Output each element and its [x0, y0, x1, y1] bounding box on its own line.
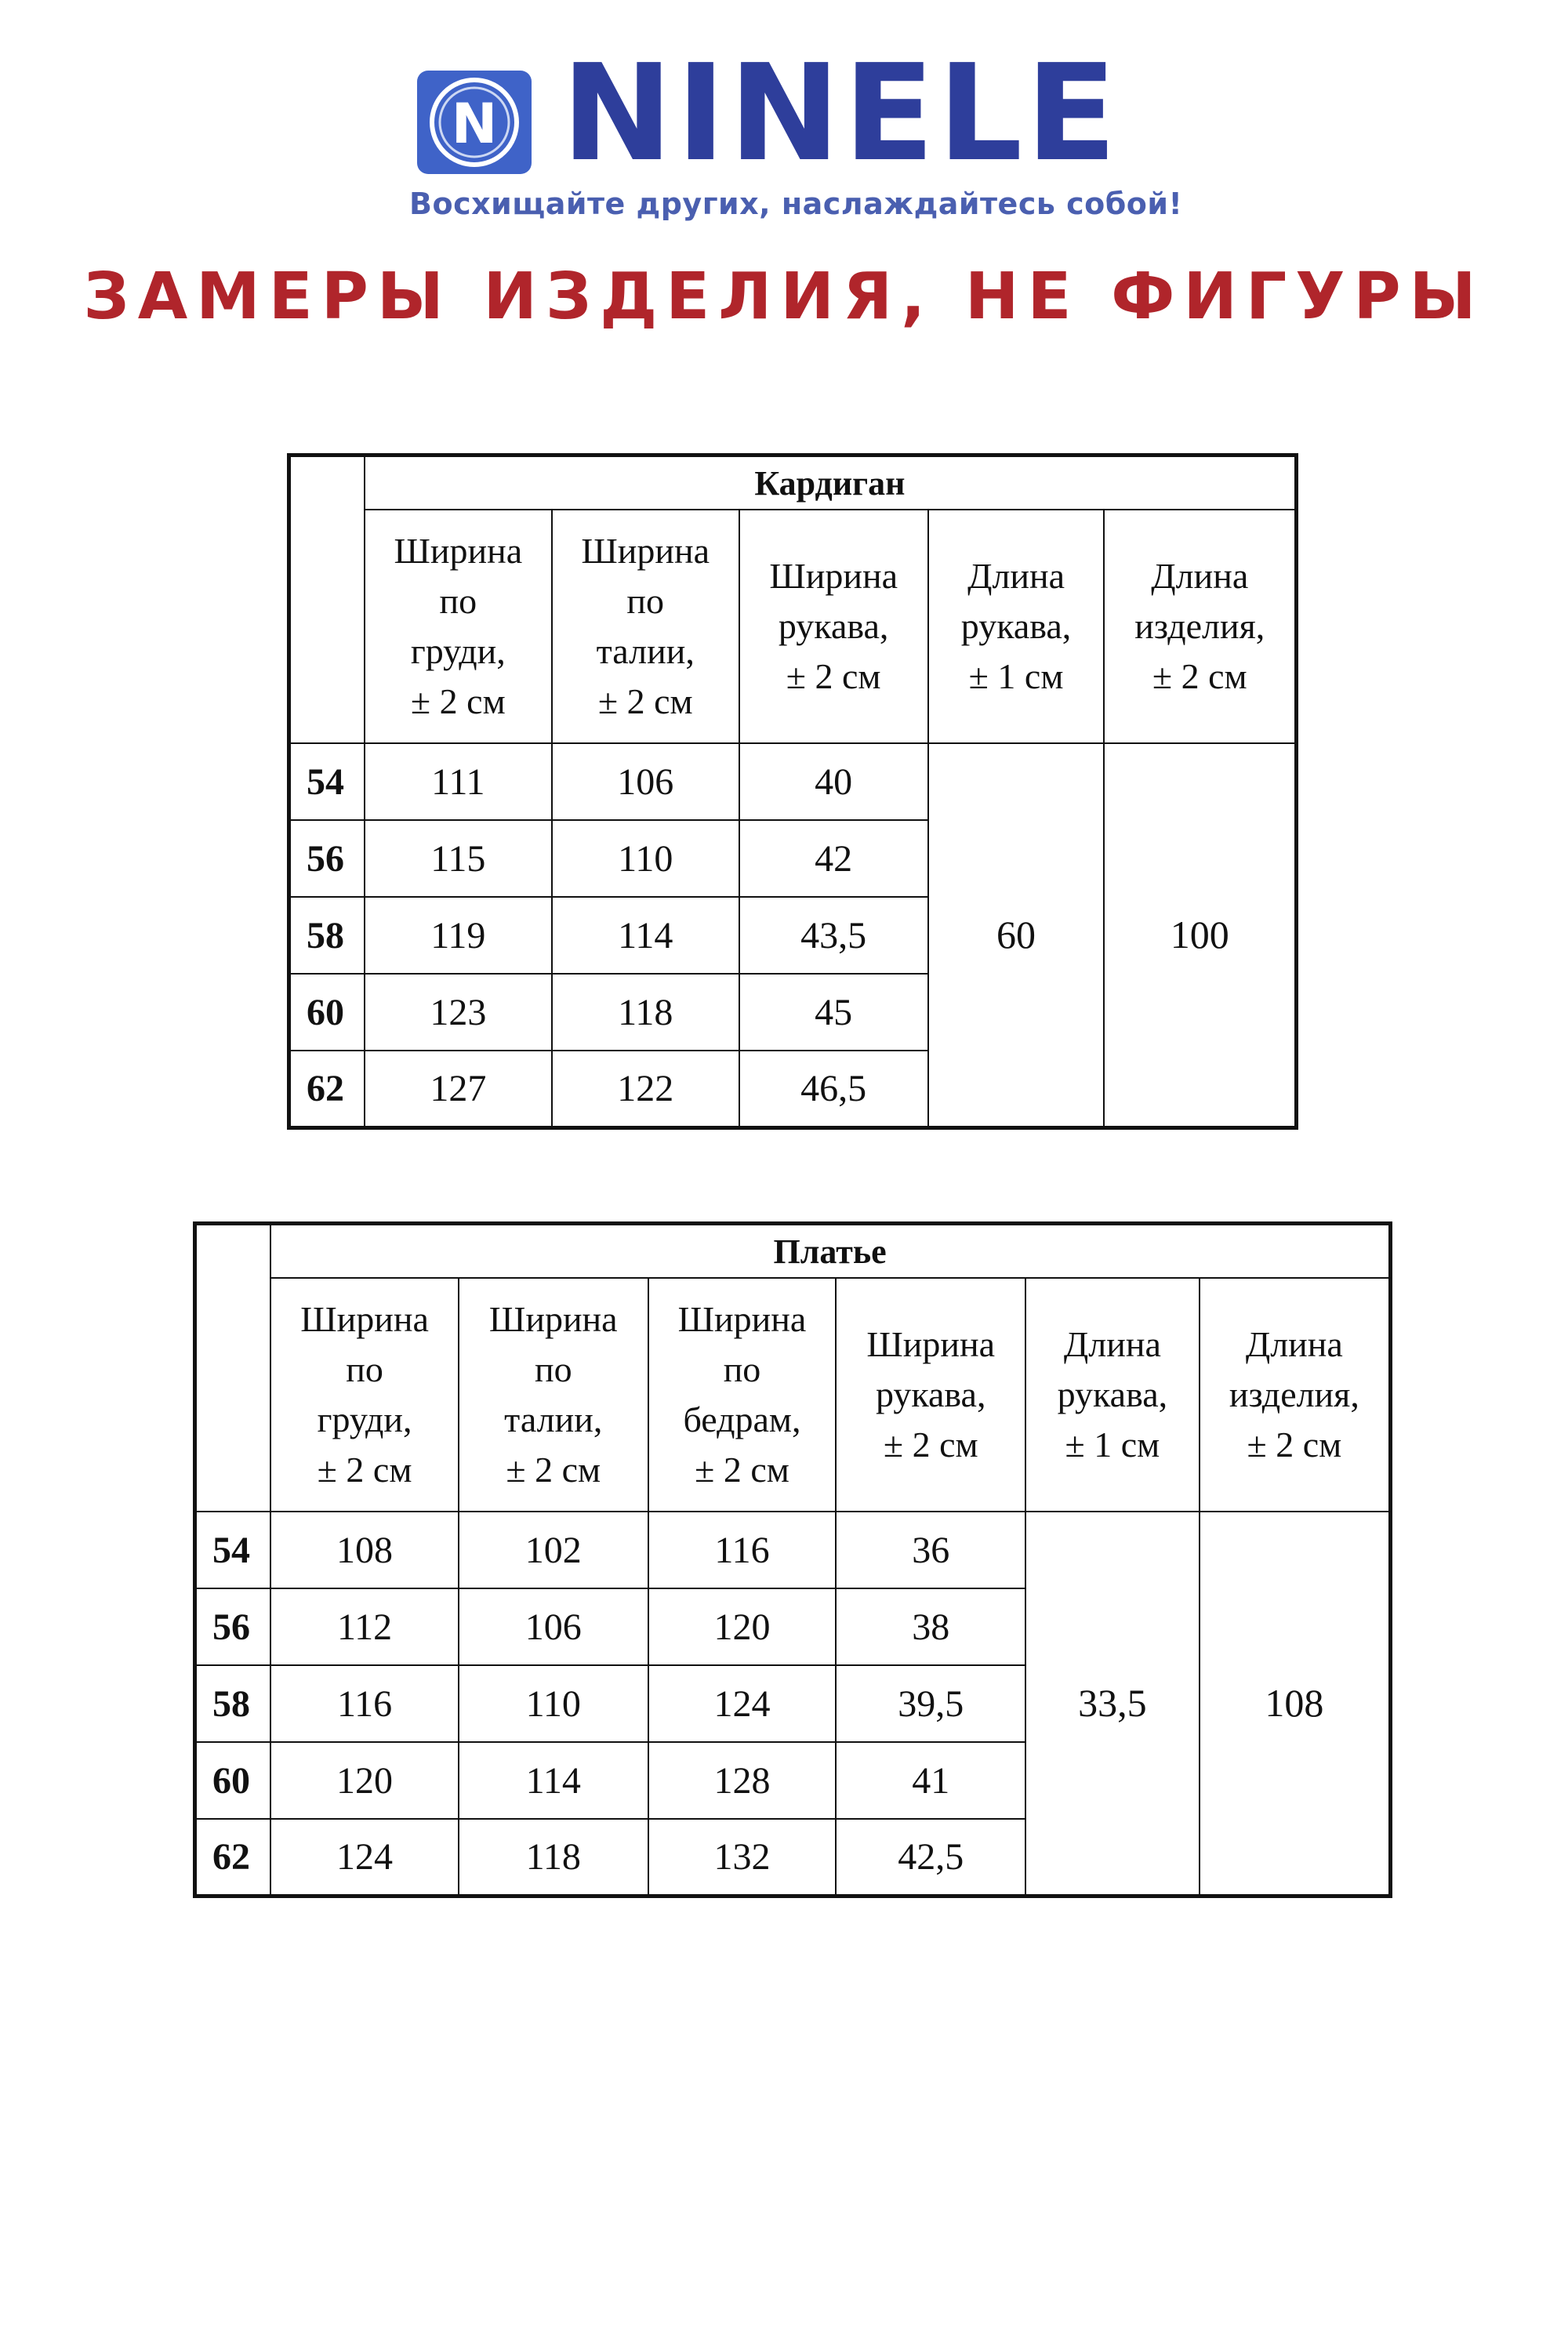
value-cell: 39,5: [836, 1665, 1025, 1742]
column-header: Длина изделия, ± 2 см: [1104, 510, 1296, 743]
value-cell: 45: [739, 974, 928, 1051]
value-cell: 41: [836, 1742, 1025, 1819]
table-row: [195, 1512, 1391, 1588]
table-title-row: [195, 1224, 1391, 1279]
value-cell: 118: [552, 974, 739, 1051]
product-length-cell: 100: [1104, 743, 1296, 1127]
brand-tagline: Восхищайте других, наслаждайтесь собой!: [409, 187, 1183, 221]
value-cell: 38: [836, 1588, 1025, 1665]
value-cell: 114: [459, 1742, 648, 1819]
value-cell: 110: [459, 1665, 648, 1742]
emblem-letter: N: [451, 92, 498, 156]
value-cell: 119: [365, 897, 552, 974]
value-cell: 115: [365, 820, 552, 897]
value-cell: 102: [459, 1512, 648, 1588]
brand-logo: [408, 36, 1183, 226]
column-header: Ширина по бедрам, ± 2 см: [648, 1278, 837, 1512]
column-header: Длина изделия, ± 2 см: [1200, 1278, 1391, 1512]
value-cell: 120: [648, 1588, 837, 1665]
value-cell: 46,5: [739, 1051, 928, 1127]
value-cell: 42: [739, 820, 928, 897]
value-cell: 106: [459, 1588, 648, 1665]
product-length-cell: 108: [1200, 1512, 1391, 1896]
dress-size-table: [193, 1221, 1392, 1898]
value-cell: 43,5: [739, 897, 928, 974]
value-cell: 116: [648, 1512, 837, 1588]
size-cell: 60: [289, 974, 365, 1051]
size-cell: 54: [195, 1512, 271, 1588]
column-header: Ширина рукава, ± 2 см: [836, 1278, 1025, 1512]
table-title: Платье: [270, 1224, 1390, 1279]
table-header-row: [289, 510, 1297, 743]
cardigan-size-table: [287, 453, 1298, 1130]
size-cell: 56: [195, 1588, 271, 1665]
value-cell: 106: [552, 743, 739, 820]
size-corner-cell: [289, 456, 365, 744]
value-cell: 112: [270, 1588, 459, 1665]
value-cell: 114: [552, 897, 739, 974]
size-cell: 60: [195, 1742, 271, 1819]
value-cell: 111: [365, 743, 552, 820]
value-cell: 118: [459, 1819, 648, 1896]
table-header-row: [195, 1278, 1391, 1512]
sleeve-length-cell: 60: [928, 743, 1105, 1127]
value-cell: 132: [648, 1819, 837, 1896]
value-cell: 36: [836, 1512, 1025, 1588]
page-title: ЗАМЕРЫ ИЗДЕЛИЯ, НЕ ФИГУРЫ: [83, 260, 1485, 334]
size-corner-cell: [195, 1224, 271, 1512]
size-cell: 62: [195, 1819, 271, 1896]
value-cell: 42,5: [836, 1819, 1025, 1896]
table-title: Кардиган: [365, 456, 1297, 510]
column-header: Ширина рукава, ± 2 см: [739, 510, 928, 743]
value-cell: 110: [552, 820, 739, 897]
value-cell: 122: [552, 1051, 739, 1127]
value-cell: 124: [648, 1665, 837, 1742]
value-cell: 116: [270, 1665, 459, 1742]
size-cell: 58: [195, 1665, 271, 1742]
column-header: Ширина по талии, ± 2 см: [552, 510, 739, 743]
value-cell: 127: [365, 1051, 552, 1127]
size-cell: 56: [289, 820, 365, 897]
value-cell: 40: [739, 743, 928, 820]
sleeve-length-cell: 33,5: [1025, 1512, 1200, 1896]
value-cell: 124: [270, 1819, 459, 1896]
size-cell: 58: [289, 897, 365, 974]
column-header: Длина рукава, ± 1 см: [1025, 1278, 1200, 1512]
table-title-row: [289, 456, 1297, 510]
brand-emblem-icon: [416, 69, 533, 176]
column-header: Ширина по талии, ± 2 см: [459, 1278, 648, 1512]
size-cell: 62: [289, 1051, 365, 1127]
value-cell: 108: [270, 1512, 459, 1588]
value-cell: 128: [648, 1742, 837, 1819]
size-cell: 54: [289, 743, 365, 820]
value-cell: 123: [365, 974, 552, 1051]
brand-wordmark: NINELE: [561, 36, 1120, 191]
column-header: Ширина по груди, ± 2 см: [365, 510, 552, 743]
value-cell: 120: [270, 1742, 459, 1819]
column-header: Ширина по груди, ± 2 см: [270, 1278, 459, 1512]
column-header: Длина рукава, ± 1 см: [928, 510, 1105, 743]
table-row: [289, 743, 1297, 820]
